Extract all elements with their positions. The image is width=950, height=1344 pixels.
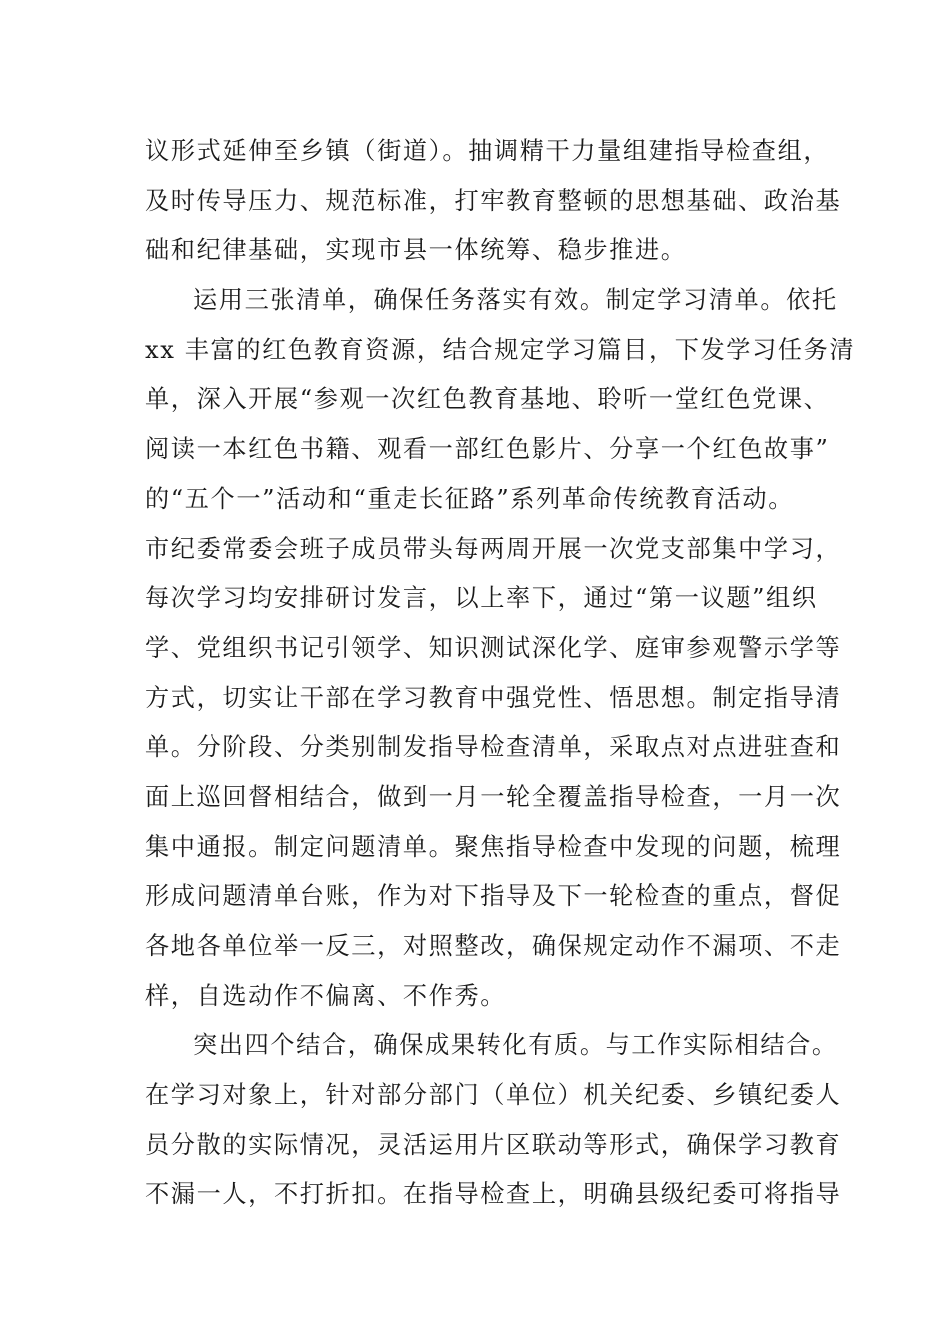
- text-line: 形成问题清单台账，作为对下指导及下一轮检查的重点，督促: [145, 882, 842, 911]
- text-line: 在学习对象上，针对部分部门（单位）机关纪委、乡镇纪委人: [145, 1081, 842, 1110]
- text-line: 市纪委常委会班子成员带头每两周开展一次党支部集中学习，: [145, 534, 842, 563]
- text-line: xx 丰富的红色教育资源，结合规定学习篇目，下发学习任务清: [145, 335, 856, 364]
- text-line: 及时传导压力、规范标准，打牢教育整顿的思想基础、政治基: [145, 186, 842, 215]
- text-line: 各地各单位举一反三，对照整改，确保规定动作不漏项、不走: [145, 932, 842, 960]
- text-line: 议形式延伸至乡镇（街道）。抽调精干力量组建指导检查组，: [145, 137, 830, 165]
- text-line: 样，自选动作不偏离、不作秀。: [145, 981, 507, 1010]
- text-line: 面上巡回督相结合，做到一月一轮全覆盖指导检查，一月一次: [145, 782, 842, 811]
- paragraph-start-line: 运用三张清单，确保任务落实有效。制定学习清单。依托: [193, 286, 838, 315]
- text-line: 每次学习均安排研讨发言，以上率下，通过“第一议题”组织: [145, 584, 818, 613]
- document-body: [145, 127, 856, 1220]
- text-line: 单。分阶段、分类别制发指导检查清单，采取点对点进驻查和: [145, 733, 842, 762]
- text-line: 础和纪律基础，实现市县一体统筹、稳步推进。: [145, 236, 687, 265]
- text-line: 集中通报。制定问题清单。聚焦指导检查中发现的问题，梳理: [145, 832, 842, 861]
- text-line: 单，深入开展“参观一次红色教育基地、聆听一堂红色党课、: [145, 385, 830, 414]
- text-line: 学、党组织书记引领学、知识测试深化学、庭审参观警示学等: [145, 633, 842, 662]
- text-line: 的“五个一”活动和“重走长征路”系列革命传统教育活动。: [145, 484, 794, 513]
- text-line: 员分散的实际情况，灵活运用片区联动等形式，确保学习教育: [145, 1130, 842, 1159]
- text-line: 不漏一人，不打折扣。在指导检查上，明确县级纪委可将指导: [145, 1180, 842, 1209]
- text-line: 阅读一本红色书籍、观看一部红色影片、分享一个红色故事”: [145, 435, 830, 464]
- text-line: 方式，切实让干部在学习教育中强党性、悟思想。制定指导清: [145, 683, 842, 712]
- paragraph-start-line: 突出四个结合，确保成果转化有质。与工作实际相结合。: [193, 1031, 838, 1060]
